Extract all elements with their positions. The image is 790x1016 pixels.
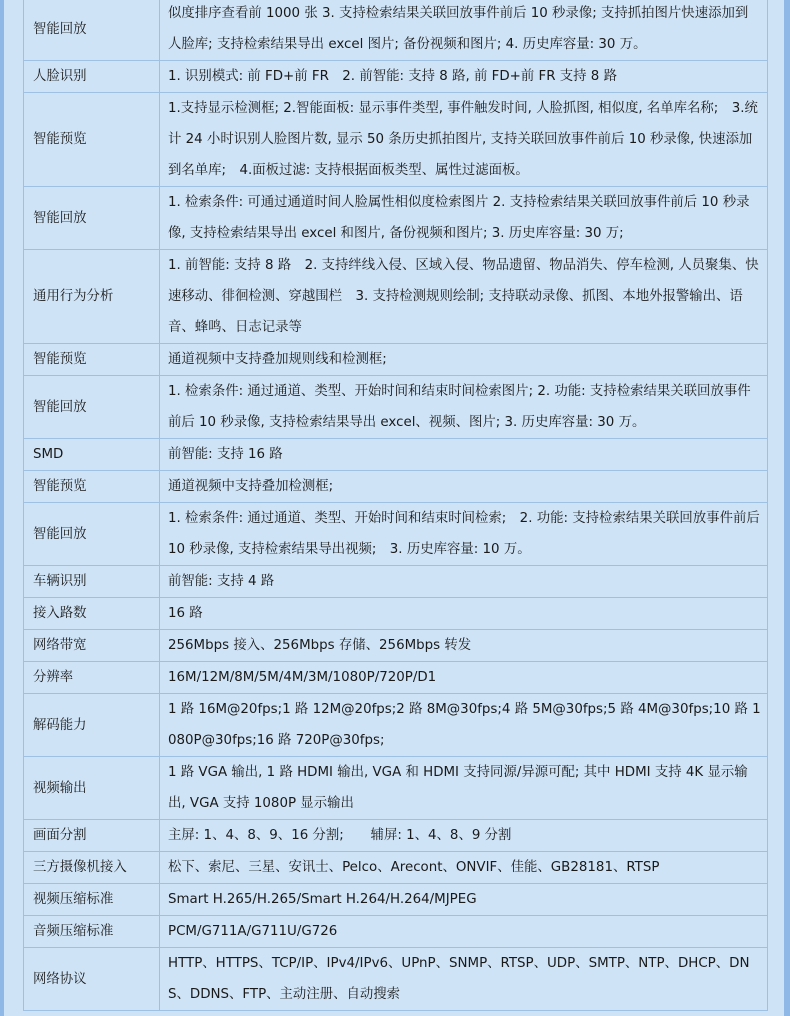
row-value: Smart H.265/H.265/Smart H.264/H.264/MJPEG bbox=[160, 884, 768, 916]
table-row bbox=[24, 503, 768, 566]
row-label: 三方摄像机接入 bbox=[24, 852, 160, 884]
row-value: 256Mbps 接入、256Mbps 存储、256Mbps 转发 bbox=[160, 630, 768, 662]
left-border bbox=[0, 0, 4, 1016]
row-value: 16 路 bbox=[160, 598, 768, 630]
row-value: 主屏: 1、4、8、9、16 分割; 辅屏: 1、4、8、9 分割 bbox=[160, 820, 768, 852]
table-row bbox=[24, 630, 768, 662]
row-value: 1.支持显示检测框; 2.智能面板: 显示事件类型, 事件触发时间, 人脸抓图, 相似度, 名单库名称; 3.统计 24 小时识别人脸图片数, 显示 50 条历史抓拍图片, 支持关联回放事件前后 10 秒录像, 快速添加到名单库; 4.面板过滤: 支持根据面板类型、属性过滤面板。 bbox=[160, 93, 768, 187]
table-row bbox=[24, 948, 768, 1011]
row-label: 视频输出 bbox=[24, 757, 160, 820]
table-row bbox=[24, 852, 768, 884]
spec-table bbox=[23, 0, 768, 1011]
row-value: 1 路 VGA 输出, 1 路 HDMI 输出, VGA 和 HDMI 支持同源/异源可配; 其中 HDMI 支持 4K 显示输出, VGA 支持 1080P 显示输出 bbox=[160, 757, 768, 820]
row-label: 视频压缩标准 bbox=[24, 884, 160, 916]
row-label: 智能回放 bbox=[24, 503, 160, 566]
table-row bbox=[24, 250, 768, 344]
row-value: 1. 检索条件: 可通过通道时间人脸属性相似度检索图片 2. 支持检索结果关联回放事件前后 10 秒录像, 支持检索结果导出 excel 和图片, 备份视频和图片; 3. 历史库容量: 30 万; bbox=[160, 187, 768, 250]
row-label: 通用行为分析 bbox=[24, 250, 160, 344]
table-row bbox=[24, 344, 768, 376]
row-label: 解码能力 bbox=[24, 694, 160, 757]
row-label: 网络带宽 bbox=[24, 630, 160, 662]
row-label: 智能回放 bbox=[24, 0, 160, 61]
row-value: 松下、索尼、三星、安讯士、Pelco、Arecont、ONVIF、佳能、GB28181、RTSP bbox=[160, 852, 768, 884]
table-row bbox=[24, 662, 768, 694]
row-label: 智能预览 bbox=[24, 471, 160, 503]
row-label: 智能回放 bbox=[24, 376, 160, 439]
row-value: HTTP、HTTPS、TCP/IP、IPv4/IPv6、UPnP、SNMP、RTSP、UDP、SMTP、NTP、DHCP、DNS、DDNS、FTP、主动注册、自动搜索 bbox=[160, 948, 768, 1011]
table-row bbox=[24, 471, 768, 503]
table-row bbox=[24, 93, 768, 187]
row-value: 16M/12M/8M/5M/4M/3M/1080P/720P/D1 bbox=[160, 662, 768, 694]
row-label: SMD bbox=[24, 439, 160, 471]
row-label: 分辨率 bbox=[24, 662, 160, 694]
table-row bbox=[24, 694, 768, 757]
row-value: 1. 前智能: 支持 8 路 2. 支持绊线入侵、区域入侵、物品遗留、物品消失、停车检测, 人员聚集、快速移动、徘徊检测、穿越围栏 3. 支持检测规则绘制; 支持联动录像、抓图、本地外报警输出、语音、蜂鸣、日志记录等 bbox=[160, 250, 768, 344]
row-value: 似度排序查看前 1000 张 3. 支持检索结果关联回放事件前后 10 秒录像; 支持抓拍图片快速添加到人脸库; 支持检索结果导出 excel 图片; 备份视频和图片; 4. 历史库容量: 30 万。 bbox=[160, 0, 768, 61]
table-row bbox=[24, 439, 768, 471]
row-value: 1 路 16M@20fps;1 路 12M@20fps;2 路 8M@30fps;4 路 5M@30fps;5 路 4M@30fps;10 路 1080P@30fps;16 路 720P@30fps; bbox=[160, 694, 768, 757]
table-row bbox=[24, 0, 768, 61]
row-label: 画面分割 bbox=[24, 820, 160, 852]
row-value: 前智能: 支持 4 路 bbox=[160, 566, 768, 598]
right-border bbox=[784, 0, 790, 1016]
table-row bbox=[24, 598, 768, 630]
row-value: PCM/G711A/G711U/G726 bbox=[160, 916, 768, 948]
row-value: 1. 识别模式: 前 FD+前 FR 2. 前智能: 支持 8 路, 前 FD+前 FR 支持 8 路 bbox=[160, 61, 768, 93]
table-row bbox=[24, 820, 768, 852]
table-row bbox=[24, 566, 768, 598]
row-label: 网络协议 bbox=[24, 948, 160, 1011]
row-value: 通道视频中支持叠加规则线和检测框; bbox=[160, 344, 768, 376]
row-value: 通道视频中支持叠加检测框; bbox=[160, 471, 768, 503]
table-row bbox=[24, 187, 768, 250]
row-value: 前智能: 支持 16 路 bbox=[160, 439, 768, 471]
row-value: 1. 检索条件: 通过通道、类型、开始时间和结束时间检索图片; 2. 功能: 支持检索结果关联回放事件前后 10 秒录像, 支持检索结果导出 excel、视频、图片; 3. 历史库容量: 30 万。 bbox=[160, 376, 768, 439]
row-label: 车辆识别 bbox=[24, 566, 160, 598]
row-label: 智能预览 bbox=[24, 93, 160, 187]
table-row bbox=[24, 61, 768, 93]
row-label: 接入路数 bbox=[24, 598, 160, 630]
row-label: 音频压缩标准 bbox=[24, 916, 160, 948]
row-label: 智能回放 bbox=[24, 187, 160, 250]
table-row bbox=[24, 916, 768, 948]
table-row bbox=[24, 884, 768, 916]
table-row bbox=[24, 376, 768, 439]
row-label: 人脸识别 bbox=[24, 61, 160, 93]
row-label: 智能预览 bbox=[24, 344, 160, 376]
table-row bbox=[24, 757, 768, 820]
row-value: 1. 检索条件: 通过通道、类型、开始时间和结束时间检索; 2. 功能: 支持检索结果关联回放事件前后 10 秒录像, 支持检索结果导出视频; 3. 历史库容量: 10 万。 bbox=[160, 503, 768, 566]
